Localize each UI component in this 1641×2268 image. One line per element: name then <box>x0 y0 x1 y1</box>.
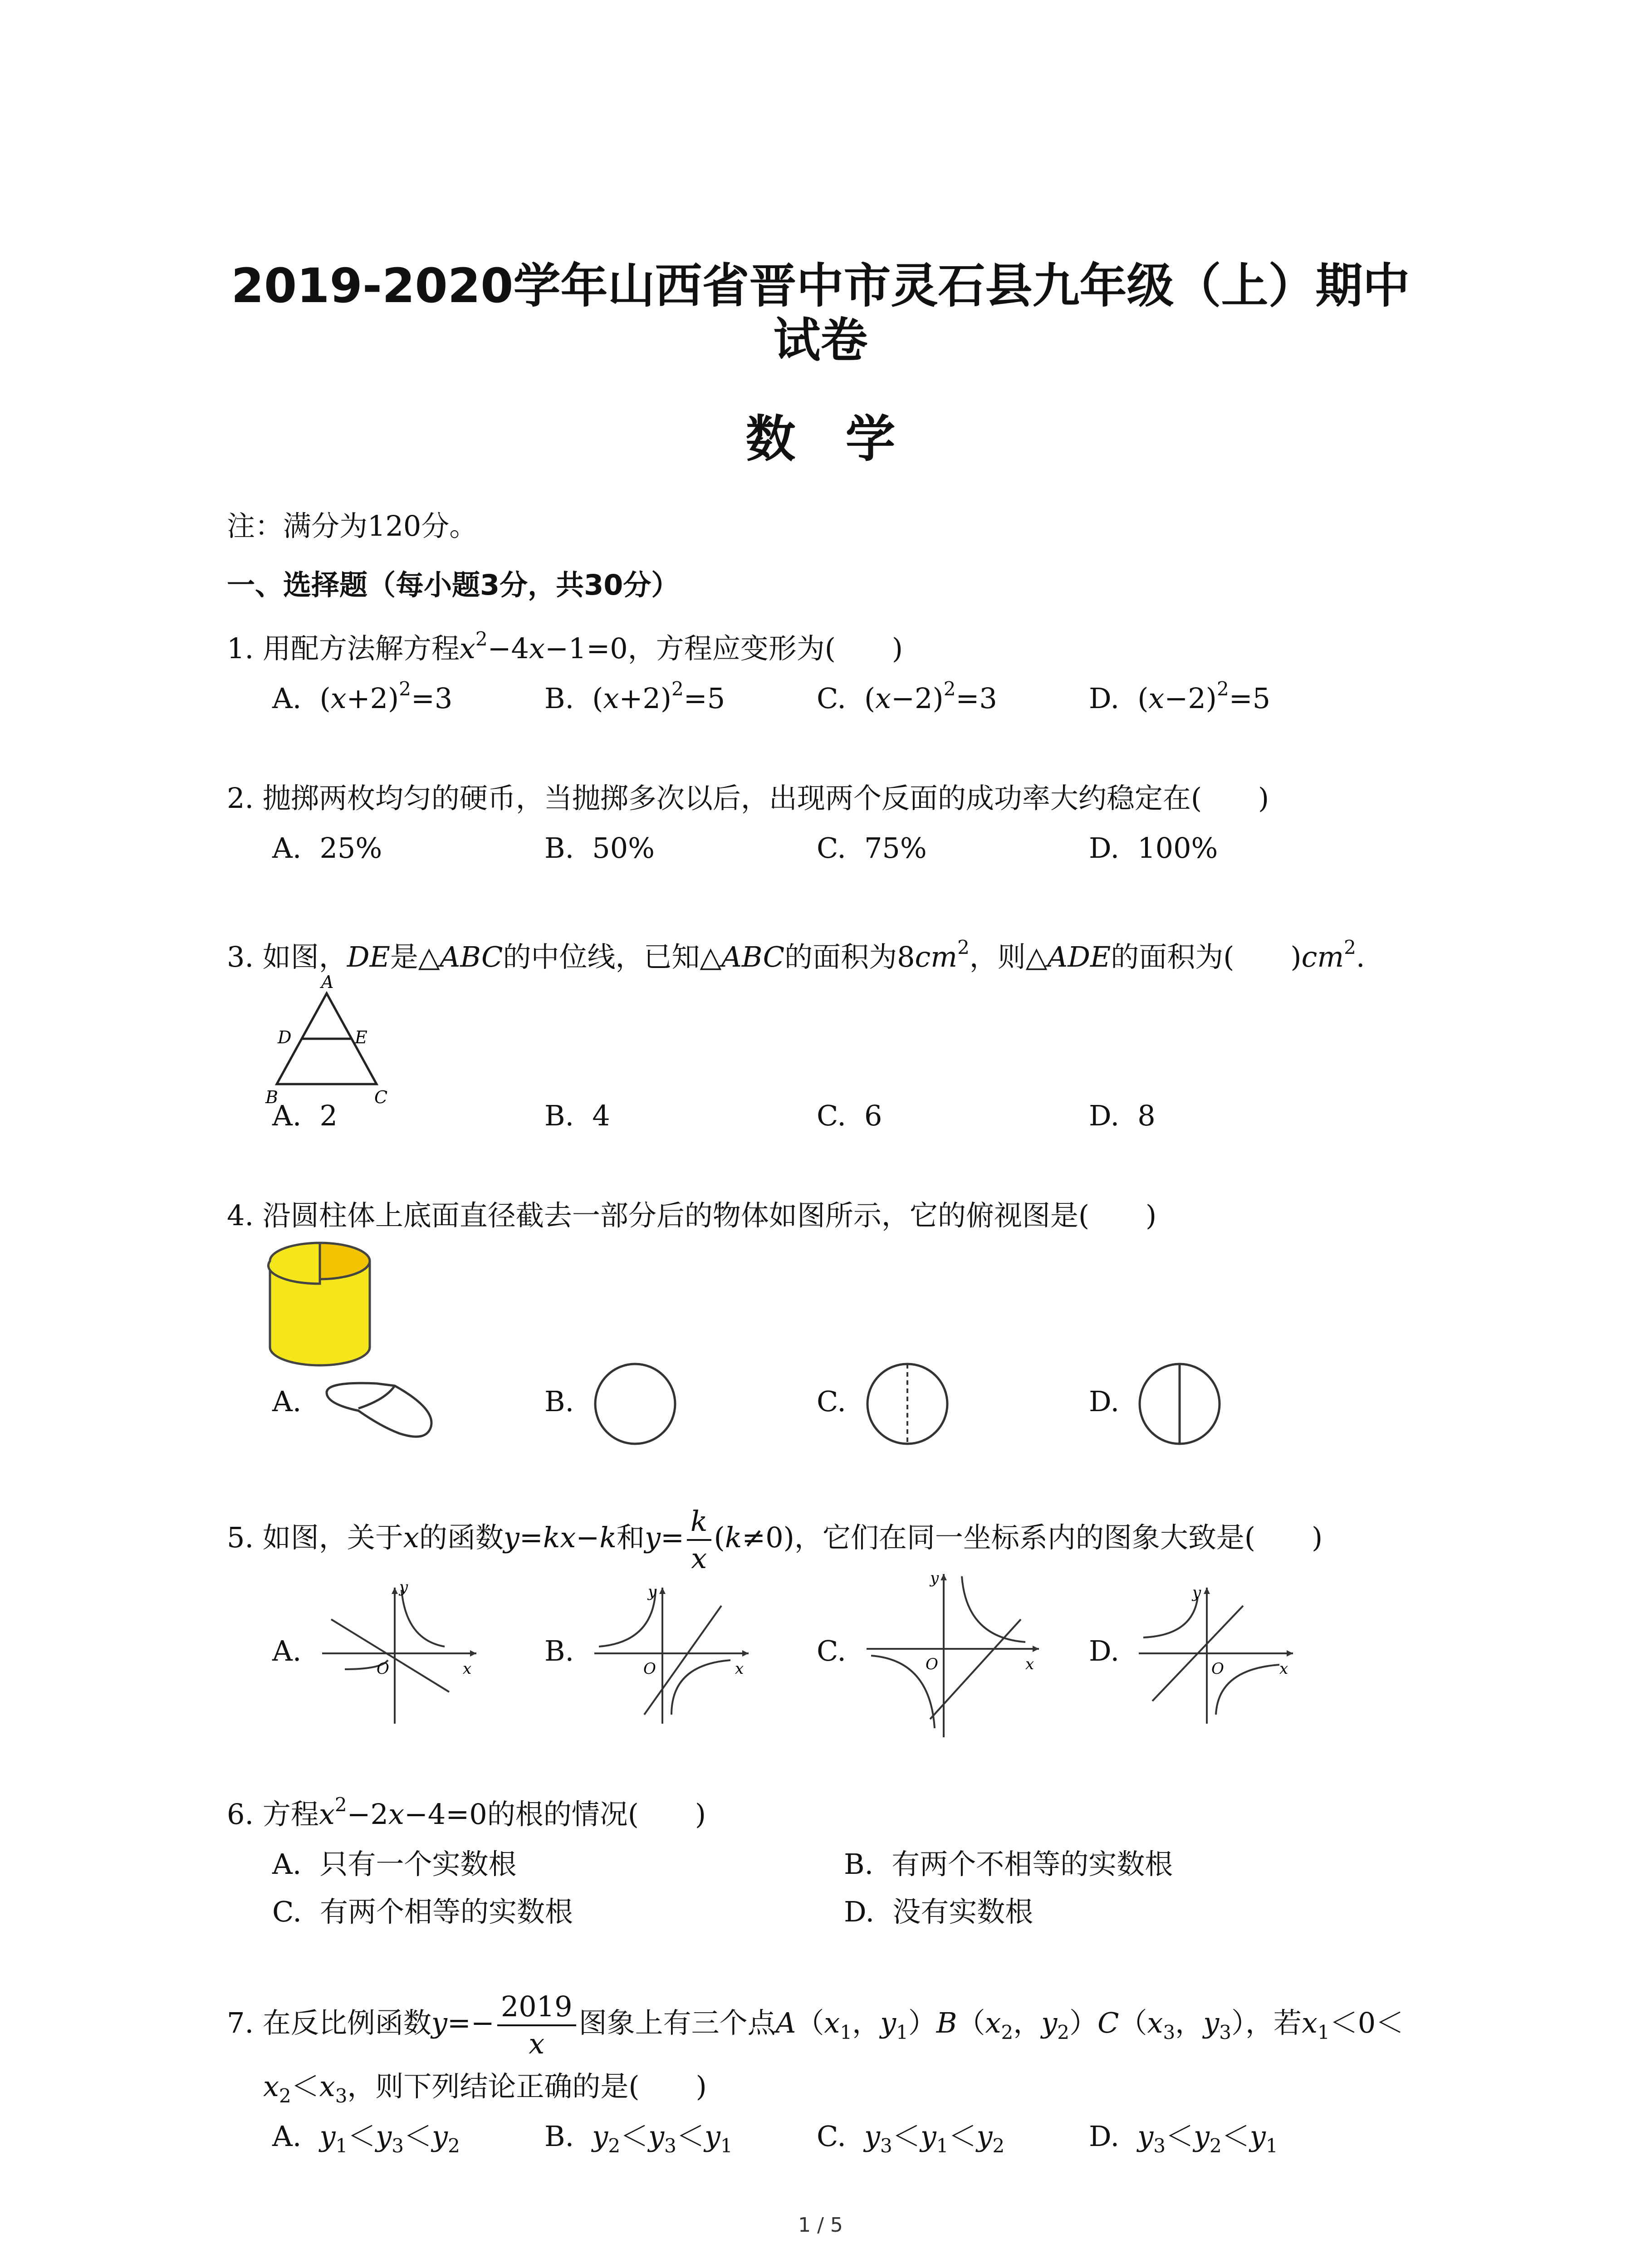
question-5-stem: 5. 如图，关于x的函数y=kx−k和y= $\frac{k}{x}$ (k≠0)，它们在同一坐标系内的图象大致是( ) <box>227 1504 1323 1575</box>
title-line-2: 试卷 <box>773 313 868 368</box>
cut-cylinder-figure <box>263 1238 377 1370</box>
question-4-option-c[interactable]: C. <box>817 1385 846 1418</box>
option-b-circle <box>590 1359 681 1449</box>
x-label: x <box>735 1660 744 1678</box>
question-7-stem-line-1: 7. 在反比例函数y=− $\frac{2019}{x}$ 图象上有三个点$A(x_1$，$y_1)B(x_2$，$y_2)C(x_3$，$y_3$），若$x_1<0<$ <box>227 1989 1404 2060</box>
question-6-option-d[interactable]: D. 没有实数根 <box>844 1895 1034 1928</box>
hyperbola-branch-1 <box>402 1590 445 1647</box>
y-label: y <box>399 1579 408 1596</box>
question-6-stem: 6. 方程$x^2-2x-4=0$的根的情况( ) <box>227 1794 706 1831</box>
option-c-circle-dashed <box>862 1359 953 1449</box>
question-1-option-b[interactable]: B. $(x+2)^2=5$ <box>544 678 725 715</box>
y-arrow-icon <box>941 1574 947 1580</box>
question-7-option-b[interactable]: B. $y_2<y_3<y_1$ <box>544 2120 733 2157</box>
question-7-option-c[interactable]: C. $y_3<y_1<y_2$ <box>817 2120 1005 2157</box>
graph-b <box>590 1579 753 1728</box>
question-1-option-c[interactable]: C. $(x-2)^2=3$ <box>817 678 997 715</box>
x-label: x <box>463 1660 472 1678</box>
question-2-stem: 2. 抛掷两枚均匀的硬币，当抛掷多次以后，出现两个反面的成功率大约稳定在( ) <box>227 782 1269 815</box>
question-3-option-b[interactable]: B. 4 <box>544 1099 610 1132</box>
question-1-stem: 1. 用配方法解方程$x^2-4x-1=0$，方程应变形为( ) <box>227 628 903 665</box>
question-2-option-a[interactable]: A. 25% <box>272 831 382 865</box>
question-6-option-b[interactable]: B. 有两个不相等的实数根 <box>844 1848 1173 1881</box>
label-b: B <box>265 1087 278 1107</box>
title-line-1: 2019-2020学年山西省晋中市灵石县九年级（上）期中 <box>231 258 1410 313</box>
origin-label: O <box>926 1655 938 1673</box>
question-6-option-c[interactable]: C. 有两个相等的实数根 <box>272 1895 573 1928</box>
question-3-option-c[interactable]: C. 6 <box>817 1099 882 1132</box>
graph-d <box>1134 1579 1298 1728</box>
x-label: x <box>1025 1655 1034 1673</box>
question-4-option-b[interactable]: B. <box>544 1385 574 1418</box>
question-4-stem: 4. 沿圆柱体上底面直径截去一部分后的物体如图所示，它的俯视图是( ) <box>227 1199 1157 1232</box>
question-2-option-d[interactable]: D. 100% <box>1089 831 1218 865</box>
x-arrow-icon <box>742 1650 749 1657</box>
option-d-circle-solid <box>1134 1359 1225 1449</box>
question-4-option-d[interactable]: D. <box>1089 1385 1120 1418</box>
y-arrow-icon <box>659 1588 666 1594</box>
question-1-option-d[interactable]: D. $(x-2)^2=5$ <box>1089 678 1271 715</box>
x-label: x <box>1279 1660 1288 1678</box>
x-arrow-icon <box>1033 1646 1039 1652</box>
label-a: A <box>321 975 334 992</box>
y-label: y <box>648 1583 657 1601</box>
hyperbola-branch-1 <box>962 1576 1025 1642</box>
question-1-option-a[interactable]: A. $(x+2)^2=3$ <box>272 678 453 715</box>
origin-label: O <box>643 1660 656 1678</box>
label-d: D <box>278 1027 292 1047</box>
question-3-stem: 3. 如图，DE是△ABC的中位线，已知△ABC的面积为$8cm^2$，则△ADE的面积为( )$cm^2$. <box>227 936 1365 973</box>
question-2-option-b[interactable]: B. 50% <box>544 831 655 865</box>
score-note: 注：满分为120分。 <box>227 509 478 543</box>
question-5-option-a[interactable]: A. <box>272 1634 302 1667</box>
question-5-option-d[interactable]: D. <box>1089 1634 1120 1667</box>
linear-line <box>331 1619 449 1692</box>
question-4-option-a[interactable]: A. <box>272 1385 302 1418</box>
circle-outline <box>595 1364 675 1444</box>
question-6-option-a[interactable]: A. 只有一个实数根 <box>272 1848 517 1881</box>
question-7-option-d[interactable]: D. $y_3<y_2<y_1$ <box>1089 2120 1278 2157</box>
hyperbola-branch-2 <box>871 1656 935 1728</box>
question-2-option-c[interactable]: C. 75% <box>817 831 927 865</box>
x-arrow-icon <box>470 1650 476 1657</box>
oblique-outline <box>327 1383 431 1437</box>
hyperbola-branch-2 <box>671 1660 730 1715</box>
question-7-option-a[interactable]: A. $y_1<y_3<y_2$ <box>272 2120 460 2157</box>
y-label: y <box>1192 1584 1201 1602</box>
option-a-oblique-figure <box>318 1359 445 1449</box>
y-arrow-icon <box>1204 1588 1210 1594</box>
label-c: C <box>374 1087 388 1107</box>
question-3-option-a[interactable]: A. 2 <box>272 1099 338 1132</box>
graph-c <box>862 1565 1043 1742</box>
question-5-option-c[interactable]: C. <box>817 1634 846 1667</box>
origin-label: O <box>377 1660 389 1678</box>
oblique-inner-edge <box>358 1386 395 1408</box>
hyperbola-branch-1 <box>1143 1597 1198 1637</box>
label-e: E <box>355 1027 367 1047</box>
y-arrow-icon <box>392 1588 398 1594</box>
graph-a <box>318 1579 481 1728</box>
y-label: y <box>930 1569 939 1587</box>
question-7-stem-line-2: $x_2<x_3$，则下列结论正确的是( ) <box>263 2070 707 2107</box>
hyperbola-branch-1 <box>599 1590 656 1647</box>
origin-label: O <box>1211 1660 1224 1678</box>
section-heading: 一、选择题（每小题3分，共30分） <box>227 568 680 601</box>
hyperbola-branch-2 <box>1216 1665 1279 1715</box>
page-number: 1 / 5 <box>798 2214 843 2237</box>
x-arrow-icon <box>1287 1650 1293 1657</box>
subject-title: 数学 <box>745 410 945 468</box>
question-5-option-b[interactable]: B. <box>544 1634 574 1667</box>
question-3-option-d[interactable]: D. 8 <box>1089 1099 1156 1132</box>
triangle-figure <box>259 975 404 1107</box>
